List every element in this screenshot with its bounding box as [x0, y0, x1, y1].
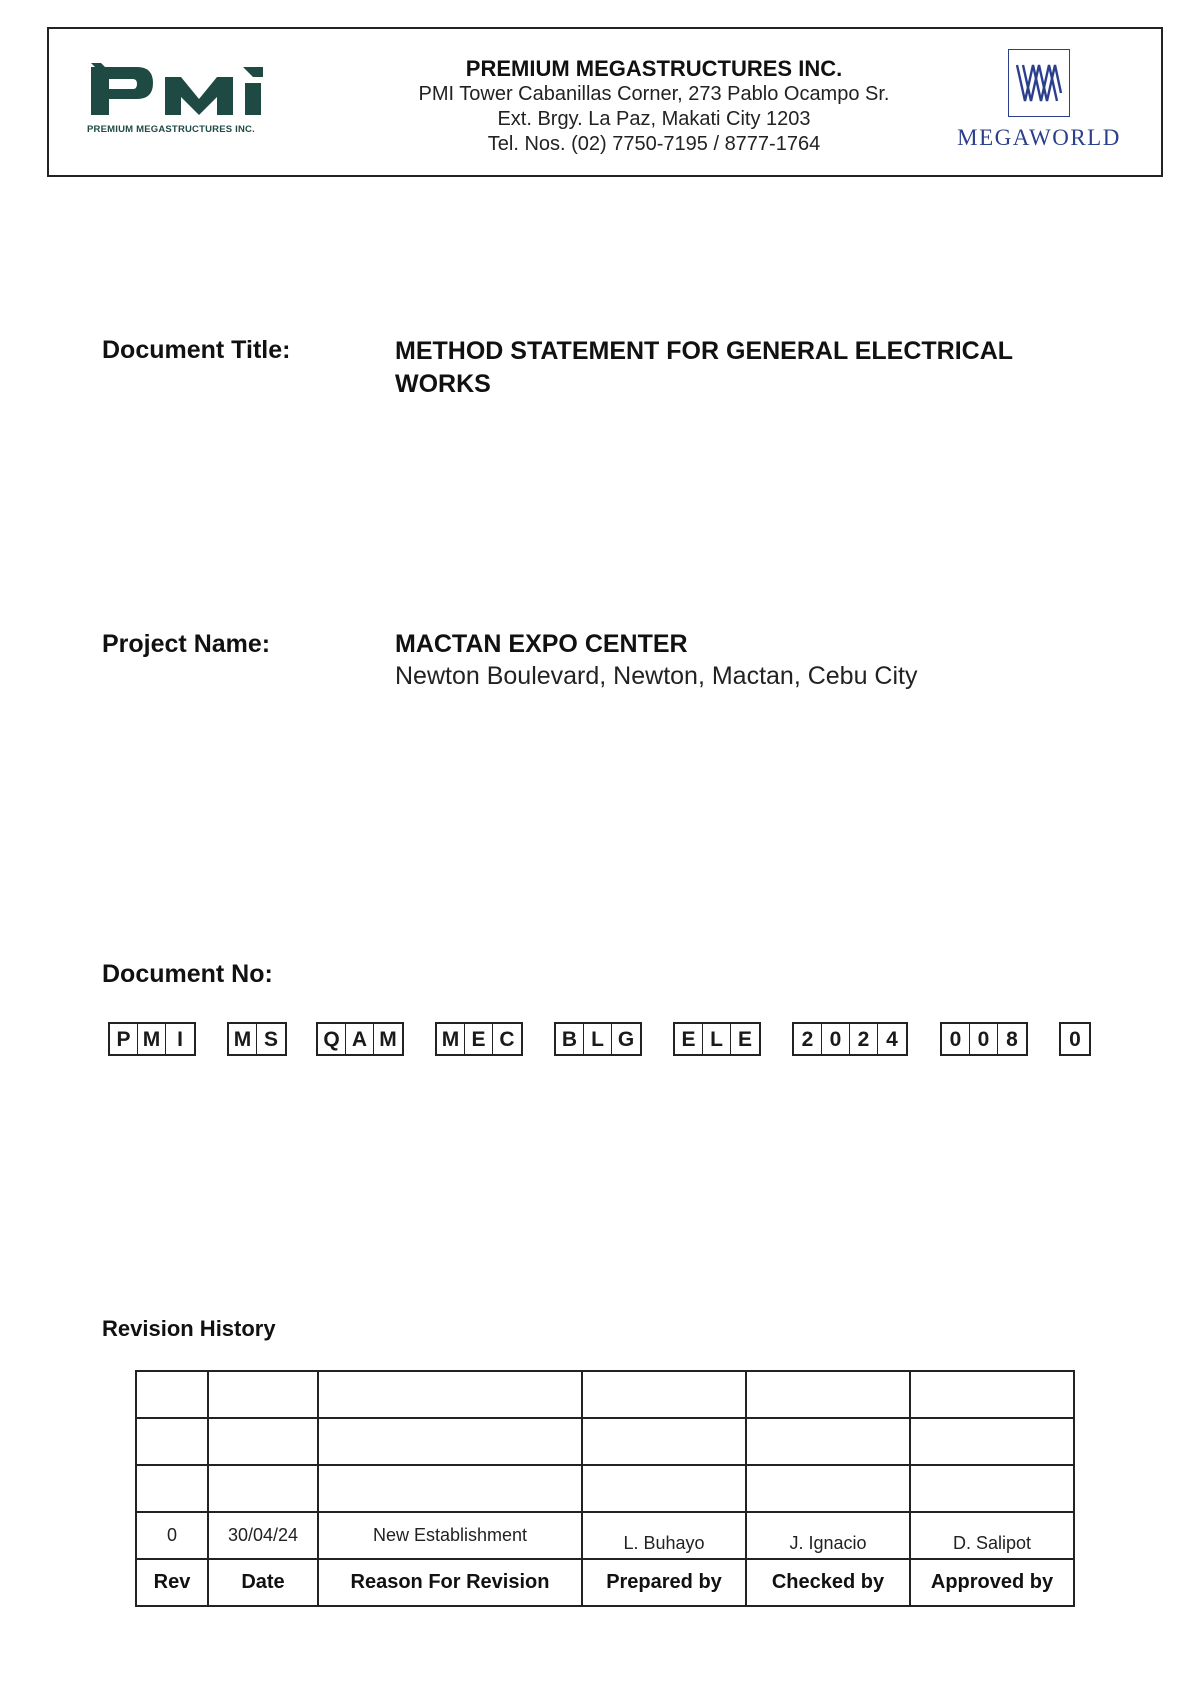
- document-number-label: Document No:: [102, 960, 273, 988]
- document-number-group: [435, 1022, 523, 1056]
- revision-header-row: [136, 1559, 1074, 1606]
- project-name: MACTAN EXPO CENTER: [395, 630, 688, 658]
- document-number-char: E: [675, 1024, 703, 1054]
- revision-prepared-cell: L. Buhayo: [582, 1512, 746, 1559]
- company-name: PREMIUM MEGASTRUCTURES INC.: [465, 56, 843, 81]
- document-number-char: 8: [1006, 1027, 1018, 1051]
- document-number-char: B: [556, 1024, 584, 1054]
- document-number-char: M: [437, 1024, 465, 1054]
- document-number-char: L: [703, 1024, 731, 1054]
- revision-history-title: Revision History: [102, 1316, 276, 1341]
- megaworld-logo: [944, 49, 1134, 164]
- megaworld-logo-text: MEGAWORLD: [957, 125, 1121, 150]
- company-info: [339, 56, 969, 157]
- document-number-group: [792, 1022, 908, 1056]
- header-checked-by: Checked by: [746, 1559, 910, 1606]
- revision-rev-cell: 0: [136, 1512, 208, 1559]
- revision-row-empty: [136, 1371, 1074, 1418]
- document-number-char: M: [379, 1027, 397, 1051]
- revision-row-empty: [136, 1418, 1074, 1465]
- document-number-char: I: [177, 1027, 183, 1051]
- document-number-char: E: [465, 1024, 493, 1054]
- document-number-char: 0: [1069, 1027, 1081, 1051]
- document-number-group: [227, 1022, 287, 1056]
- revision-row: [136, 1512, 1074, 1559]
- document-number-char: Q: [318, 1024, 346, 1054]
- document-number-char: A: [346, 1024, 374, 1054]
- revision-table: [135, 1370, 1075, 1607]
- document-number-char: 0: [970, 1024, 998, 1054]
- document-number-char: E: [737, 1027, 752, 1051]
- document-number-char: C: [499, 1027, 515, 1051]
- document-number-group: [673, 1022, 761, 1056]
- document-number-char: M: [138, 1024, 166, 1054]
- document-number-char: 0: [942, 1024, 970, 1054]
- phone-line: Tel. Nos. (02) 7750-7195 / 8777-1764: [487, 133, 821, 155]
- header-date: Date: [208, 1559, 318, 1606]
- document-number-char: L: [584, 1024, 612, 1054]
- document-number-group: [316, 1022, 404, 1056]
- megaworld-emblem-icon: [1008, 49, 1070, 117]
- pmi-logo-mark: [87, 63, 277, 123]
- pmi-logo-caption: PREMIUM MEGASTRUCTURES INC.: [87, 124, 255, 135]
- document-number-group: [1059, 1022, 1091, 1056]
- document-number-char: P: [110, 1024, 138, 1054]
- document-number-group: [940, 1022, 1028, 1056]
- project-address: Newton Boulevard, Newton, Mactan, Cebu City: [395, 662, 918, 690]
- document-title-line-1: METHOD STATEMENT FOR GENERAL ELECTRICAL: [395, 337, 1014, 365]
- document-number-group: [108, 1022, 196, 1056]
- address-line-1: PMI Tower Cabanillas Corner, 273 Pablo Ocampo Sr.: [418, 83, 890, 105]
- document-number-char: 4: [886, 1027, 898, 1051]
- document-number-char: 2: [794, 1024, 822, 1054]
- header-prepared-by: Prepared by: [582, 1559, 746, 1606]
- document-number-char: G: [617, 1027, 635, 1051]
- document-number-char: M: [229, 1024, 257, 1054]
- project-name-label: Project Name:: [102, 630, 271, 658]
- document-number-char: S: [263, 1027, 278, 1051]
- header-approved-by: Approved by: [910, 1559, 1074, 1606]
- revision-reason-cell: New Establishment: [318, 1512, 582, 1559]
- revision-row-empty: [136, 1465, 1074, 1512]
- document-title-line-2: WORKS: [395, 370, 491, 398]
- revision-approved-cell: D. Salipot: [910, 1512, 1074, 1559]
- letterhead: [47, 27, 1163, 177]
- document-number-char: 2: [850, 1024, 878, 1054]
- document-title: [395, 335, 1155, 401]
- document-number-group: [554, 1022, 642, 1056]
- document-title-label: Document Title:: [102, 336, 291, 364]
- header-reason: Reason For Revision: [318, 1559, 582, 1606]
- address-line-2: Ext. Brgy. La Paz, Makati City 1203: [497, 108, 811, 130]
- revision-date-cell: 30/04/24: [208, 1512, 318, 1559]
- header-rev: Rev: [136, 1559, 208, 1606]
- document-number-char: 0: [822, 1024, 850, 1054]
- revision-checked-cell: J. Ignacio: [746, 1512, 910, 1559]
- pmi-logo: [87, 63, 277, 143]
